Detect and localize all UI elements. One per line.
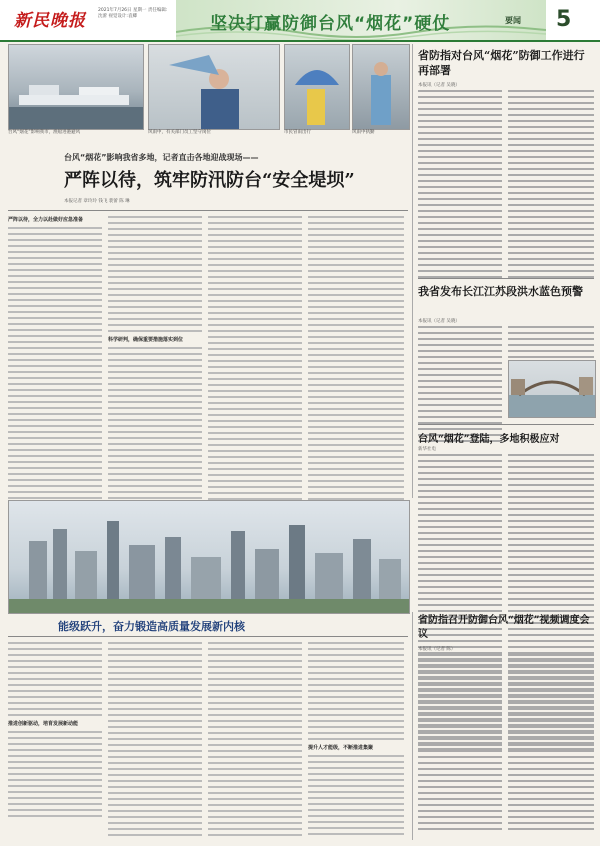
article2-headline: 省防指对台风“烟花”防御工作进行再部署 [418, 49, 585, 77]
photo-caption-4: 风雨中执勤 [352, 130, 375, 135]
banner-title: 坚决打赢防御台风“烟花”硬仗 [210, 14, 451, 34]
article6-headline: 省防指召开防御台风“烟花”视频调度会议 [418, 615, 590, 640]
article3-body [418, 326, 502, 446]
main-subsection-1: 严阵以待，全力以赴做好应急准备 [8, 217, 84, 223]
article5-column-1 [8, 642, 102, 821]
article6-body-right [508, 654, 594, 834]
main-headline: 严阵以待，筑牢防汛防台“安全堤坝” [64, 170, 355, 191]
main-column-2 [108, 216, 202, 509]
main-column-3 [208, 216, 302, 504]
article4-byline: 新华社电 [418, 447, 436, 452]
article5-headline: 能级跃升，奋力锻造高质量发展新内核 [58, 620, 245, 633]
article6-byline: 本报讯（记者 陈） [418, 647, 456, 652]
right-column-divider [412, 44, 413, 498]
main-subheadline: 台风“烟花”影响我省多地，记者直击各地迎战现场—— [64, 153, 259, 162]
article4-headline: 台风“烟花”登陆，多地积极应对 [418, 434, 560, 445]
article5-subsection-2: 提升人才能级，不断推进集聚 [308, 745, 374, 751]
main-byline: 本报记者 章玲玲 钱飞 裴蕾 陈 琳 [64, 199, 130, 204]
article6-body-left [418, 654, 502, 834]
photo-caption-2: 风雨中，有关部门员工坚守岗位 [148, 130, 211, 135]
photo-rain [284, 44, 350, 130]
main-column-4 [308, 216, 404, 504]
photo-caption-3: 市民冒雨出行 [284, 130, 311, 135]
right-rule-2 [418, 424, 594, 425]
workers-illustration [149, 45, 279, 129]
article5-column-4 [308, 642, 404, 839]
dateline: 2021年7月26日 星期一 责任编辑:沈蕾 视觉设计:袁卿 [98, 8, 168, 19]
photo-worker [148, 44, 280, 130]
main-column-1 [8, 216, 102, 521]
masthead-logo: 新民晚报 [14, 11, 86, 31]
article5-subsection-1: 推进创新驱动，培育发展新动能 [8, 721, 79, 727]
page-number: 5 [556, 7, 572, 32]
umbrella-illustration [285, 45, 349, 129]
photo-police [352, 44, 410, 130]
article2-body-left [418, 90, 502, 282]
article3-headline: 我省发布长江江苏段洪水蓝色预警 [418, 285, 583, 298]
article5-column-3 [208, 642, 302, 840]
main-rule [8, 210, 408, 211]
article3-body-right [508, 326, 594, 362]
bridge-river-illustration [509, 361, 595, 417]
page-header [0, 0, 600, 42]
right-rule-1 [418, 278, 594, 279]
article2-byline: 本报讯（记者 吴晓） [418, 83, 460, 88]
bottom-right-divider [412, 612, 413, 840]
article3-byline: 本报讯（记者 吴晓） [418, 319, 460, 324]
photo-caption-1: 台风“烟花”影响我市，渔船进港避风 [8, 130, 81, 135]
photo-skyline [8, 500, 410, 614]
article2-body-right [508, 90, 594, 282]
photo-bridge [508, 360, 596, 418]
main-subsection-2: 科学研判，确保重要措施落实到位 [108, 337, 184, 343]
harbor-ships-illustration [9, 45, 143, 129]
city-skyline-illustration [9, 501, 409, 613]
photo-harbor [8, 44, 144, 130]
article5-column-2 [108, 642, 202, 840]
bottom-rule [8, 636, 408, 637]
section-label: 要闻 [505, 16, 521, 25]
police-illustration [353, 45, 409, 129]
